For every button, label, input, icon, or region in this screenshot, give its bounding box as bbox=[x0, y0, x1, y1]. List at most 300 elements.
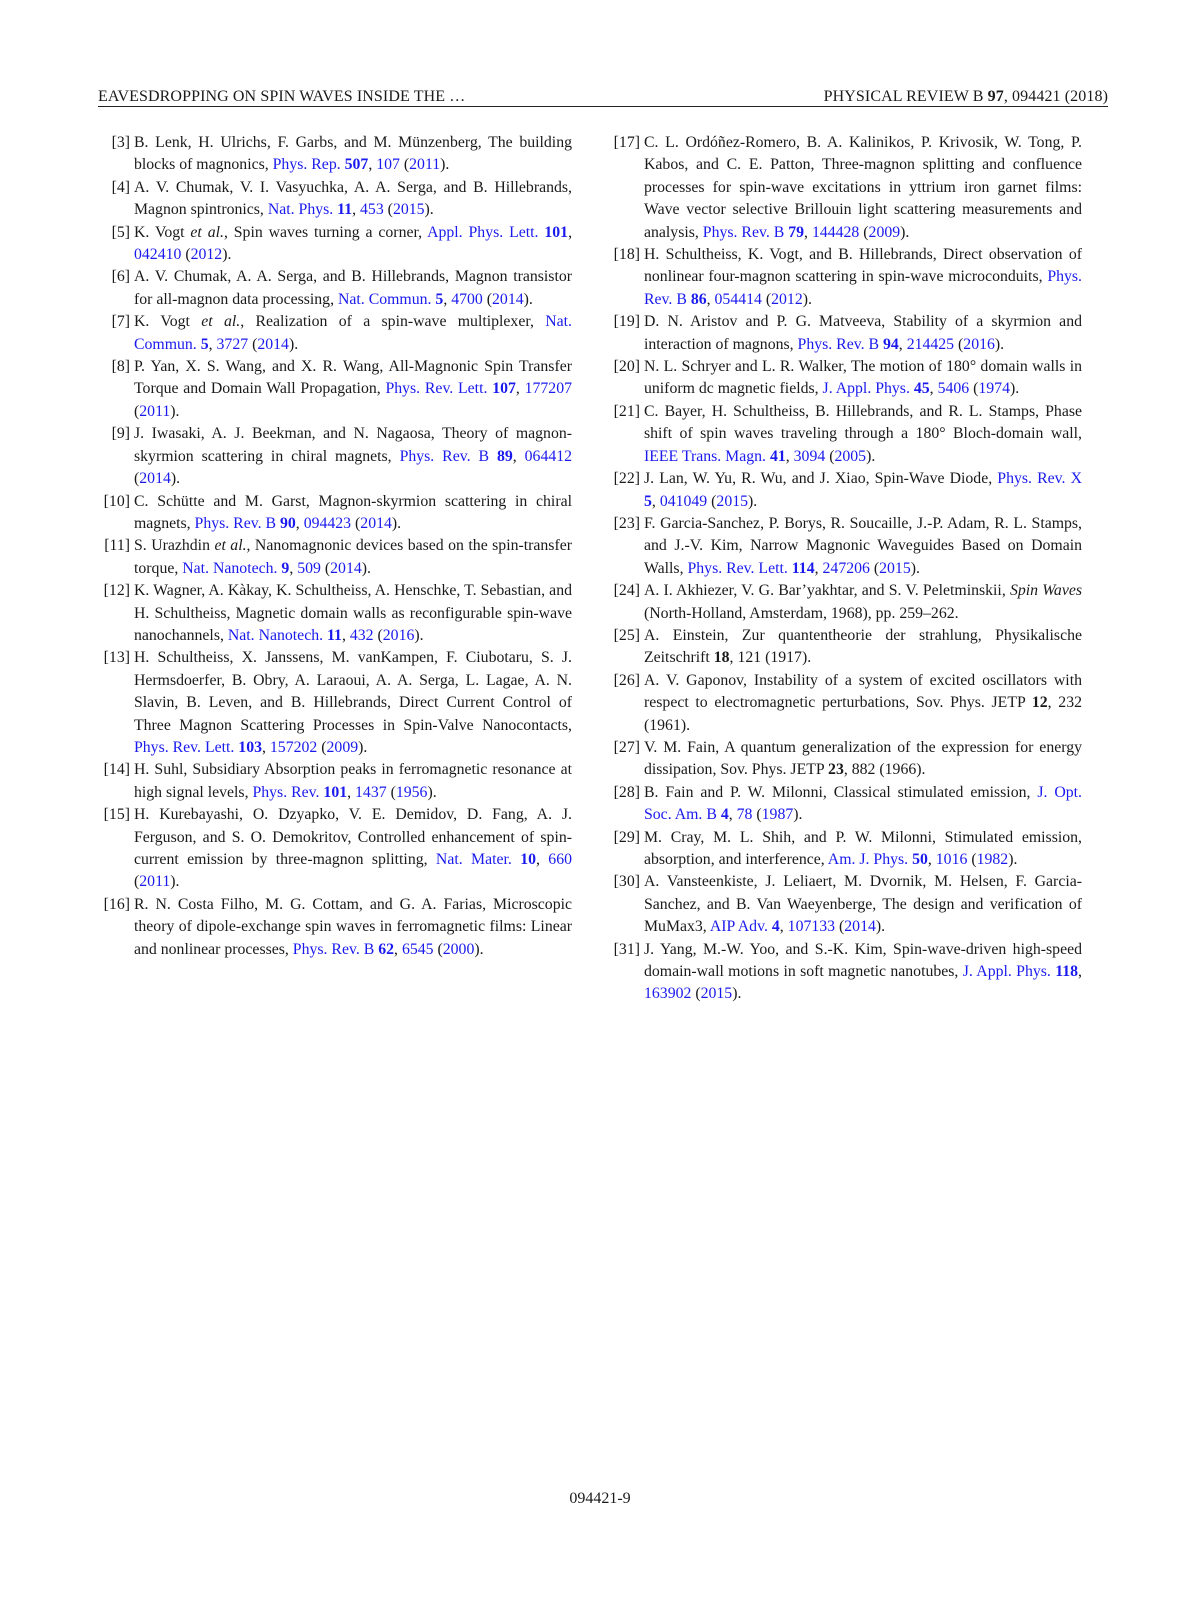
citation-link[interactable]: 2009 bbox=[326, 738, 359, 756]
reference-item bbox=[608, 670, 1082, 737]
citation-link[interactable]: 11 bbox=[327, 626, 342, 644]
reference-number: [19] bbox=[613, 313, 640, 331]
reference-text bbox=[134, 647, 572, 759]
reference-text-run: ). bbox=[875, 918, 886, 936]
reference-number: [26] bbox=[613, 671, 640, 689]
reference-text-run: , bbox=[898, 335, 907, 353]
reference-text-run: F. Garcia-Sanchez, P. Borys, R. Soucaille, J.-P. Adam, R. L. Stamps, and J.-V. Kim, Narrow Magnonic Waveguides Based on Domain Walls, bbox=[644, 514, 1082, 577]
reference-number: [13] bbox=[103, 649, 130, 667]
reference-text-run: , bbox=[368, 156, 377, 174]
citation-link[interactable]: 509 bbox=[297, 559, 321, 577]
volume-number: 23 bbox=[828, 761, 844, 779]
reference-text-run: H. Suhl, Subsidiary Absorption peaks in ferromagnetic resonance at high signal levels, bbox=[134, 761, 572, 801]
reference-text-run: ). bbox=[427, 783, 437, 801]
citation-link[interactable]: Nat. Nanotech. bbox=[182, 559, 278, 577]
reference-text-run: ). bbox=[414, 626, 424, 644]
citation-link[interactable]: Phys. Rev. B bbox=[702, 223, 785, 241]
reference-text-run: J. Lan, W. Yu, R. Wu, and J. Xiao, Spin-Wave Diode, bbox=[644, 470, 998, 488]
reference-text-run: , bbox=[262, 738, 270, 756]
reference-text-run: A. I. Akhiezer, V. G. Bar’yakhtar, and S. V. Peletminskii, bbox=[644, 582, 1010, 600]
reference-text-run: , bbox=[394, 940, 402, 958]
journal-volume: 97 bbox=[987, 88, 1004, 105]
reference-text-run: , bbox=[347, 783, 356, 801]
citation-link[interactable]: 2011 bbox=[409, 156, 441, 174]
citation-link[interactable]: 101 bbox=[544, 223, 569, 241]
citation-link[interactable]: 453 bbox=[360, 201, 384, 219]
citation-link[interactable]: 5 bbox=[200, 335, 209, 353]
citation-link[interactable]: 62 bbox=[378, 940, 395, 958]
reference-text-run: ( bbox=[248, 335, 258, 353]
reference-text-run: P. Yan, X. S. Wang, and X. R. Wang, All-Magnonic Spin Transfer Torque and Domain Wall Propagation, bbox=[134, 358, 572, 398]
reference-number: [17] bbox=[613, 134, 640, 151]
reference-number: [31] bbox=[613, 940, 640, 958]
reference-number: [24] bbox=[613, 582, 640, 600]
reference-text-run: ( bbox=[320, 559, 331, 577]
citation-link[interactable]: 79 bbox=[788, 223, 805, 241]
reference-text bbox=[134, 491, 572, 536]
reference-text bbox=[644, 513, 1082, 580]
reference-text-run: ). bbox=[802, 290, 812, 308]
reference-text-run: ). bbox=[748, 492, 758, 510]
citation-link[interactable]: 1982 bbox=[976, 851, 1009, 868]
italic-text: et al. bbox=[190, 223, 224, 241]
reference-text bbox=[644, 311, 1082, 356]
reference-text-run bbox=[512, 851, 520, 868]
citation-link[interactable]: 90 bbox=[279, 514, 296, 532]
citation-link[interactable]: 177207 bbox=[524, 380, 572, 398]
citation-link[interactable]: 042410 bbox=[134, 246, 182, 264]
reference-item bbox=[608, 827, 1082, 872]
citation-link[interactable]: 2014 bbox=[330, 559, 362, 577]
reference-text-run: , 232 (1961). bbox=[644, 694, 1082, 734]
reference-item bbox=[98, 759, 572, 804]
reference-text-run: ( bbox=[869, 559, 880, 577]
citation-link[interactable]: IEEE Trans. Magn. bbox=[644, 447, 766, 465]
citation-link[interactable]: Phys. Rev. X bbox=[997, 470, 1083, 488]
reference-text-run: , bbox=[1078, 963, 1082, 981]
reference-text-run: ( bbox=[433, 940, 443, 958]
volume-number: 12 bbox=[1031, 694, 1048, 712]
reference-text-run: , bbox=[535, 851, 549, 868]
journal-name: PHYSICAL REVIEW B bbox=[823, 88, 988, 105]
reference-text-run: ). bbox=[994, 335, 1005, 353]
reference-text bbox=[134, 356, 572, 423]
reference-text-run: ( bbox=[317, 738, 327, 756]
citation-link[interactable]: Phys. Rep. bbox=[272, 156, 341, 174]
citation-link[interactable]: 144428 bbox=[811, 223, 860, 241]
reference-text-run: ( bbox=[181, 246, 191, 264]
reference-item bbox=[98, 423, 572, 490]
citation-link[interactable]: Nat. Commun. bbox=[134, 313, 572, 353]
reference-number: [11] bbox=[104, 537, 130, 555]
citation-link[interactable]: 9 bbox=[281, 559, 290, 577]
citation-link[interactable]: Nat. Phys. bbox=[267, 201, 334, 219]
citation-link[interactable]: 2016 bbox=[382, 626, 415, 644]
reference-item bbox=[608, 625, 1082, 670]
reference-item bbox=[608, 244, 1082, 311]
citation-link[interactable]: 2005 bbox=[834, 447, 867, 465]
reference-text-run: ). bbox=[222, 246, 232, 264]
reference-text bbox=[644, 468, 1082, 513]
reference-text-run: , 882 (1966). bbox=[843, 761, 926, 779]
citation-link[interactable]: 114 bbox=[791, 559, 815, 577]
citation-link[interactable]: AIP Adv. bbox=[709, 918, 768, 936]
citation-link[interactable]: 2016 bbox=[963, 335, 995, 353]
reference-number: [16] bbox=[103, 895, 130, 913]
reference-text-run: ( bbox=[373, 626, 383, 644]
reference-text-run: ( bbox=[351, 514, 361, 532]
citation-link[interactable]: 2011 bbox=[139, 402, 171, 420]
reference-text-run: H. Kurebayashi, O. Dzyapko, V. E. Demidov, D. Fang, A. J. Ferguson, and S. O. Demokritov, Controlled enhancement of spin-current emission by three-magnon splitting, bbox=[134, 806, 572, 868]
reference-text-run: ). bbox=[170, 470, 181, 488]
reference-text-run: A. V. Gaponov, Instability of a system of excited oscillators with respect to electromagnetic perturbations, Sov. Phys. JETP bbox=[644, 671, 1082, 712]
reference-text-run: ( bbox=[383, 201, 393, 219]
reference-text bbox=[134, 423, 572, 490]
citation-link[interactable]: 4 bbox=[720, 806, 729, 824]
reference-text-run: ). bbox=[170, 402, 180, 420]
citation-link[interactable]: 89 bbox=[496, 447, 513, 465]
citation-link[interactable]: 2014 bbox=[257, 335, 289, 353]
citation-link[interactable]: 2015 bbox=[716, 492, 749, 510]
citation-link[interactable]: 2012 bbox=[190, 246, 223, 264]
reference-text bbox=[134, 580, 572, 647]
page-number: 094421-9 bbox=[569, 1490, 631, 1507]
citation-link[interactable]: 4 bbox=[771, 918, 780, 936]
reference-text-run: ( bbox=[752, 806, 762, 824]
citation-link[interactable]: 064412 bbox=[524, 447, 573, 465]
reference-number: [22] bbox=[613, 470, 640, 488]
citation-link[interactable]: 2014 bbox=[492, 290, 524, 308]
reference-text-run: V. M. Fain, A quantum generalization of the expression for energy dissipation, Sov. Phys. JETP bbox=[644, 738, 1082, 779]
reference-text-run: A. Vansteenkiste, J. Leliaert, M. Dvornik, M. Helsen, F. Garcia-Sanchez, and B. Van Waeyenberge, The design and verification of MuMax3, bbox=[644, 873, 1082, 936]
reference-text bbox=[134, 132, 572, 177]
reference-text-run: ( bbox=[134, 402, 140, 420]
reference-text-run: , bbox=[706, 290, 715, 308]
reference-number: [6] bbox=[111, 268, 130, 286]
citation-link[interactable]: Phys. Rev. Lett. bbox=[134, 738, 235, 756]
citation-link[interactable]: Appl. Phys. Lett. bbox=[427, 223, 539, 241]
reference-text bbox=[644, 244, 1082, 311]
reference-text-run: , bbox=[728, 806, 737, 824]
citation-link[interactable]: 157202 bbox=[269, 738, 318, 756]
citation-link[interactable]: 1437 bbox=[355, 783, 387, 801]
citation-link[interactable]: 78 bbox=[736, 806, 753, 824]
reference-text-run: ( bbox=[835, 918, 845, 936]
reference-text bbox=[644, 132, 1082, 244]
citation-link[interactable]: 2012 bbox=[771, 290, 803, 308]
reference-text-run: ). bbox=[424, 201, 434, 219]
citation-link[interactable]: 3727 bbox=[216, 335, 249, 353]
reference-number: [5] bbox=[111, 223, 130, 241]
reference-item bbox=[608, 356, 1082, 401]
reference-text-run: H. Schultheiss, K. Vogt, and B. Hillebrands, Direct observation of nonlinear four-magnon scattering in spin-wave microconduits, bbox=[644, 246, 1082, 286]
reference-text-run: C. Schütte and M. Garst, Magnon-skyrmion scattering in chiral magnets, bbox=[134, 492, 572, 532]
reference-item bbox=[608, 311, 1082, 356]
reference-text bbox=[644, 401, 1082, 468]
reference-text-run: , Realization of a spin-wave multiplexer, bbox=[240, 313, 546, 331]
reference-number: [29] bbox=[613, 828, 640, 846]
reference-text bbox=[134, 177, 572, 222]
running-header bbox=[98, 80, 1108, 106]
citation-link[interactable]: 2009 bbox=[868, 223, 901, 241]
citation-link[interactable]: 4700 bbox=[451, 290, 483, 308]
reference-text-run: R. N. Costa Filho, M. G. Cottam, and G. A. Farias, Microscopic theory of dipole-exchange spin waves in ferromagnetic films: Linear and nonlinear processes, bbox=[134, 895, 572, 958]
citation-link[interactable]: J. Opt. Soc. Am. B bbox=[644, 783, 1082, 824]
reference-item bbox=[608, 737, 1082, 782]
reference-text bbox=[644, 670, 1082, 737]
citation-link[interactable]: 103 bbox=[238, 738, 262, 756]
reference-number: [20] bbox=[613, 358, 640, 376]
reference-text-run: ). bbox=[361, 559, 371, 577]
citation-link[interactable]: 6545 bbox=[401, 940, 434, 958]
citation-link[interactable]: 660 bbox=[548, 851, 572, 868]
reference-item bbox=[608, 513, 1082, 580]
reference-text-run: , bbox=[929, 380, 938, 398]
reference-text bbox=[644, 782, 1082, 827]
citation-link[interactable]: 86 bbox=[690, 290, 707, 308]
citation-link[interactable]: 50 bbox=[912, 851, 928, 868]
reference-item bbox=[608, 132, 1082, 244]
reference-text-run: ). bbox=[793, 806, 803, 824]
citation-link[interactable]: 054414 bbox=[714, 290, 762, 308]
reference-text-run: , bbox=[295, 514, 304, 532]
reference-text-run: ( bbox=[134, 470, 140, 488]
reference-text-run: , bbox=[443, 290, 452, 308]
reference-text-run: ( bbox=[134, 873, 140, 891]
citation-link[interactable]: 118 bbox=[1055, 963, 1079, 981]
citation-link[interactable]: 2015 bbox=[392, 201, 425, 219]
reference-number: [7] bbox=[111, 313, 130, 331]
reference-text-run: ). bbox=[900, 223, 910, 241]
citation-link[interactable]: Phys. Rev. Lett. bbox=[687, 559, 788, 577]
reference-number: [25] bbox=[613, 626, 640, 644]
reference-text-run: ( bbox=[482, 290, 493, 308]
reference-text-run: ). bbox=[440, 156, 450, 174]
reference-number: [18] bbox=[613, 246, 640, 264]
citation-link[interactable]: 5 bbox=[644, 492, 652, 510]
reference-text bbox=[134, 759, 572, 804]
citation-link[interactable]: 247206 bbox=[822, 559, 870, 577]
reference-item bbox=[98, 894, 572, 961]
reference-text-run: ( bbox=[969, 380, 979, 398]
reference-text-run: ( bbox=[967, 851, 977, 868]
reference-text-run: ). bbox=[1008, 851, 1018, 868]
references-column-right bbox=[608, 132, 1082, 1006]
reference-number: [28] bbox=[613, 783, 640, 801]
citation-link[interactable]: 2000 bbox=[442, 940, 475, 958]
reference-text-run: ( bbox=[859, 223, 869, 241]
reference-text bbox=[644, 737, 1082, 782]
running-title: EAVESDROPPING ON SPIN WAVES INSIDE THE … bbox=[98, 88, 466, 105]
journal-citation bbox=[824, 88, 1108, 106]
citation-link[interactable]: J. Appl. Phys. bbox=[822, 380, 910, 398]
reference-item bbox=[98, 266, 572, 311]
reference-text-run: , bbox=[785, 447, 794, 465]
citation-link[interactable]: 041049 bbox=[659, 492, 708, 510]
reference-number: [3] bbox=[111, 134, 130, 151]
citation-link[interactable]: Nat. Nanotech. bbox=[227, 626, 324, 644]
reference-text-run: K. Vogt bbox=[134, 313, 202, 331]
citation-link[interactable]: 10 bbox=[520, 851, 536, 868]
reference-item bbox=[98, 222, 572, 267]
reference-text-run: D. N. Aristov and P. G. Matveeva, Stability of a skyrmion and interaction of magnons, bbox=[644, 313, 1082, 353]
reference-number: [9] bbox=[111, 425, 130, 443]
reference-text-run: ( bbox=[761, 290, 772, 308]
reference-text-run: ). bbox=[866, 447, 876, 465]
reference-text-run: ). bbox=[288, 335, 299, 353]
citation-link[interactable]: 507 bbox=[344, 156, 369, 174]
reference-text-run: , 121 (1917). bbox=[729, 649, 812, 667]
reference-text-run: , bbox=[814, 559, 823, 577]
citation-link[interactable]: 163902 bbox=[644, 985, 692, 1003]
reference-text-run: , bbox=[515, 380, 525, 398]
reference-number: [4] bbox=[111, 178, 130, 196]
reference-text bbox=[134, 804, 572, 894]
reference-text-run: , bbox=[208, 335, 217, 353]
citation-link[interactable]: 41 bbox=[769, 447, 786, 465]
reference-text bbox=[644, 827, 1082, 872]
citation-link[interactable]: Phys. Rev. Lett. bbox=[385, 380, 488, 398]
reference-text bbox=[644, 939, 1082, 1006]
citation-link[interactable]: 094423 bbox=[303, 514, 352, 532]
citation-link[interactable]: 432 bbox=[349, 626, 374, 644]
reference-text-run: , bbox=[289, 559, 298, 577]
header-rule bbox=[98, 106, 1108, 107]
citation-link[interactable]: Phys. Rev. B bbox=[194, 514, 277, 532]
italic-text: et al. bbox=[201, 313, 241, 331]
reference-number: [30] bbox=[613, 873, 640, 891]
citation-link[interactable]: 94 bbox=[882, 335, 899, 353]
reference-text-run: H. Schultheiss, X. Janssens, M. vanKampen, F. Ciubotaru, S. J. Hermsdoerfer, B. Obry, A. Laraoui, A. A. Serga, L. Lagae, A. N. Slavin, B. Leven, and B. Hillebrands, Direct Current Control of Three Magnon Scattering Processes in Spin-Valve Nanocontacts, bbox=[134, 649, 572, 734]
citation-link[interactable]: Phys. Rev. B bbox=[292, 940, 375, 958]
citation-link[interactable]: 2015 bbox=[879, 559, 911, 577]
citation-link[interactable]: Phys. Rev. B bbox=[644, 268, 1082, 308]
reference-text-run: J. Iwasaki, A. J. Beekman, and N. Nagaosa, Theory of magnon-skyrmion scattering in chiral magnets, bbox=[134, 425, 572, 465]
reference-text-run bbox=[489, 448, 497, 465]
reference-item bbox=[98, 491, 572, 536]
citation-link[interactable]: 107133 bbox=[787, 918, 836, 936]
citation-link[interactable]: 11 bbox=[337, 201, 353, 219]
reference-text-run: M. Cray, M. L. Shih, and P. W. Milonni, Stimulated emission, absorption, and interference, bbox=[644, 828, 1082, 868]
reference-text-run: K. Vogt bbox=[134, 223, 191, 241]
reference-item bbox=[98, 132, 572, 177]
citation-link[interactable]: 5406 bbox=[937, 380, 970, 398]
reference-text-run: C. L. Ordóñez-Romero, B. A. Kalinikos, P. Krivosik, W. Tong, P. Kabos, and C. E. Patton, Three-magnon splitting and confluence processes for spin-wave excitations in yttrium iron garnet films: Wave vector selective Brillouin light scattering measurements and analysis, bbox=[644, 134, 1082, 241]
citation-link[interactable]: 2014 bbox=[360, 514, 392, 532]
reference-number: [21] bbox=[613, 402, 640, 420]
reference-text-run: , bbox=[341, 626, 350, 644]
reference-number: [15] bbox=[103, 806, 130, 824]
reference-text-run: , bbox=[804, 223, 812, 241]
volume-number: 18 bbox=[713, 649, 730, 667]
reference-text-run: ). bbox=[358, 738, 368, 756]
reference-number: [8] bbox=[111, 358, 130, 376]
reference-text bbox=[134, 266, 572, 311]
citation-link[interactable]: Am. J. Phys. bbox=[827, 851, 909, 868]
reference-text-run: , bbox=[512, 447, 525, 465]
italic-text: et al. bbox=[214, 537, 247, 555]
reference-text-run: (North-Holland, Amsterdam, 1968), pp. 259–262. bbox=[644, 604, 959, 622]
citation-link[interactable]: Phys. Rev. bbox=[252, 783, 320, 801]
reference-text-run: ). bbox=[910, 559, 920, 577]
citation-link[interactable]: 3094 bbox=[793, 447, 826, 465]
reference-text-run: B. Fain and P. W. Milonni, Classical stimulated emission, bbox=[644, 783, 1038, 801]
reference-item bbox=[98, 311, 572, 356]
reference-text-run: ( bbox=[399, 156, 410, 174]
reference-text-run: ( bbox=[386, 783, 396, 801]
reference-number: [10] bbox=[103, 492, 130, 510]
reference-item bbox=[98, 356, 572, 423]
reference-item bbox=[608, 401, 1082, 468]
reference-text bbox=[644, 580, 1082, 625]
reference-text-run: A. V. Chumak, V. I. Vasyuchka, A. A. Serga, and B. Hillebrands, Magnon spintronics, bbox=[134, 178, 572, 219]
citation-link[interactable]: Nat. Commun. bbox=[337, 290, 432, 308]
reference-text-run: ( bbox=[691, 985, 701, 1003]
reference-text-run: , Spin waves turning a corner, bbox=[223, 223, 428, 241]
citation-link[interactable]: 101 bbox=[323, 783, 348, 801]
citation-link[interactable]: 5 bbox=[435, 290, 444, 308]
reference-text-run: , bbox=[927, 851, 936, 868]
reference-text-run: ). bbox=[523, 290, 533, 308]
italic-text: Spin Waves bbox=[1009, 582, 1082, 600]
reference-text-run: B. Lenk, H. Ulrichs, F. Garbs, and M. Münzenberg, The building blocks of magnonics, bbox=[134, 134, 572, 174]
reference-item bbox=[608, 580, 1082, 625]
reference-text bbox=[134, 535, 572, 580]
citation-link[interactable]: 45 bbox=[913, 380, 930, 398]
reference-text-run: ( bbox=[825, 447, 835, 465]
journal-article-year: , 094421 (2018) bbox=[1003, 88, 1108, 105]
reference-text bbox=[134, 311, 572, 356]
citation-link[interactable]: 1987 bbox=[761, 806, 794, 824]
reference-text bbox=[644, 356, 1082, 401]
reference-item bbox=[608, 939, 1082, 1006]
citation-link[interactable]: 2014 bbox=[844, 918, 876, 936]
citation-link[interactable]: 2015 bbox=[700, 985, 733, 1003]
citation-link[interactable]: Nat. Mater. bbox=[435, 851, 512, 868]
citation-link[interactable]: 1974 bbox=[978, 380, 1010, 398]
reference-number: [23] bbox=[613, 514, 640, 532]
citation-link[interactable]: 214425 bbox=[906, 335, 955, 353]
references-column-left bbox=[98, 132, 572, 961]
citation-link[interactable]: 1956 bbox=[395, 783, 428, 801]
reference-text-run: ). bbox=[1009, 380, 1020, 398]
reference-item bbox=[608, 782, 1082, 827]
citation-link[interactable]: 107 bbox=[376, 156, 400, 174]
citation-link[interactable]: J. Appl. Phys. bbox=[962, 963, 1051, 981]
reference-item bbox=[98, 177, 572, 222]
reference-number: [27] bbox=[613, 738, 640, 756]
reference-text-run: , bbox=[651, 492, 660, 510]
reference-number: [14] bbox=[103, 761, 130, 779]
reference-number: [12] bbox=[103, 582, 130, 600]
reference-text-run: ). bbox=[732, 985, 742, 1003]
reference-text-run: A. V. Chumak, A. A. Serga, and B. Hillebrands, Magnon transistor for all-magnon data processing, bbox=[134, 268, 572, 308]
citation-link[interactable]: Phys. Rev. B bbox=[399, 447, 490, 465]
citation-link[interactable]: 2011 bbox=[139, 873, 171, 891]
reference-text bbox=[644, 871, 1082, 938]
reference-text-run: ). bbox=[170, 873, 180, 891]
reference-item bbox=[98, 647, 572, 759]
citation-link[interactable]: 107 bbox=[492, 380, 516, 398]
citation-link[interactable]: Phys. Rev. B bbox=[797, 335, 880, 353]
citation-link[interactable]: 1016 bbox=[935, 851, 968, 868]
citation-link[interactable]: 2014 bbox=[139, 470, 171, 488]
reference-text bbox=[134, 222, 572, 267]
reference-text-run: C. Bayer, H. Schultheiss, B. Hillebrands, and R. L. Stamps, Phase shift of spin waves traveling through a 180° Bloch-domain wall, bbox=[644, 402, 1082, 443]
reference-item bbox=[98, 804, 572, 894]
reference-text-run: N. L. Schryer and L. R. Walker, The motion of 180° domain walls in uniform dc magnetic fields, bbox=[644, 358, 1082, 398]
reference-text-run: ( bbox=[954, 335, 964, 353]
